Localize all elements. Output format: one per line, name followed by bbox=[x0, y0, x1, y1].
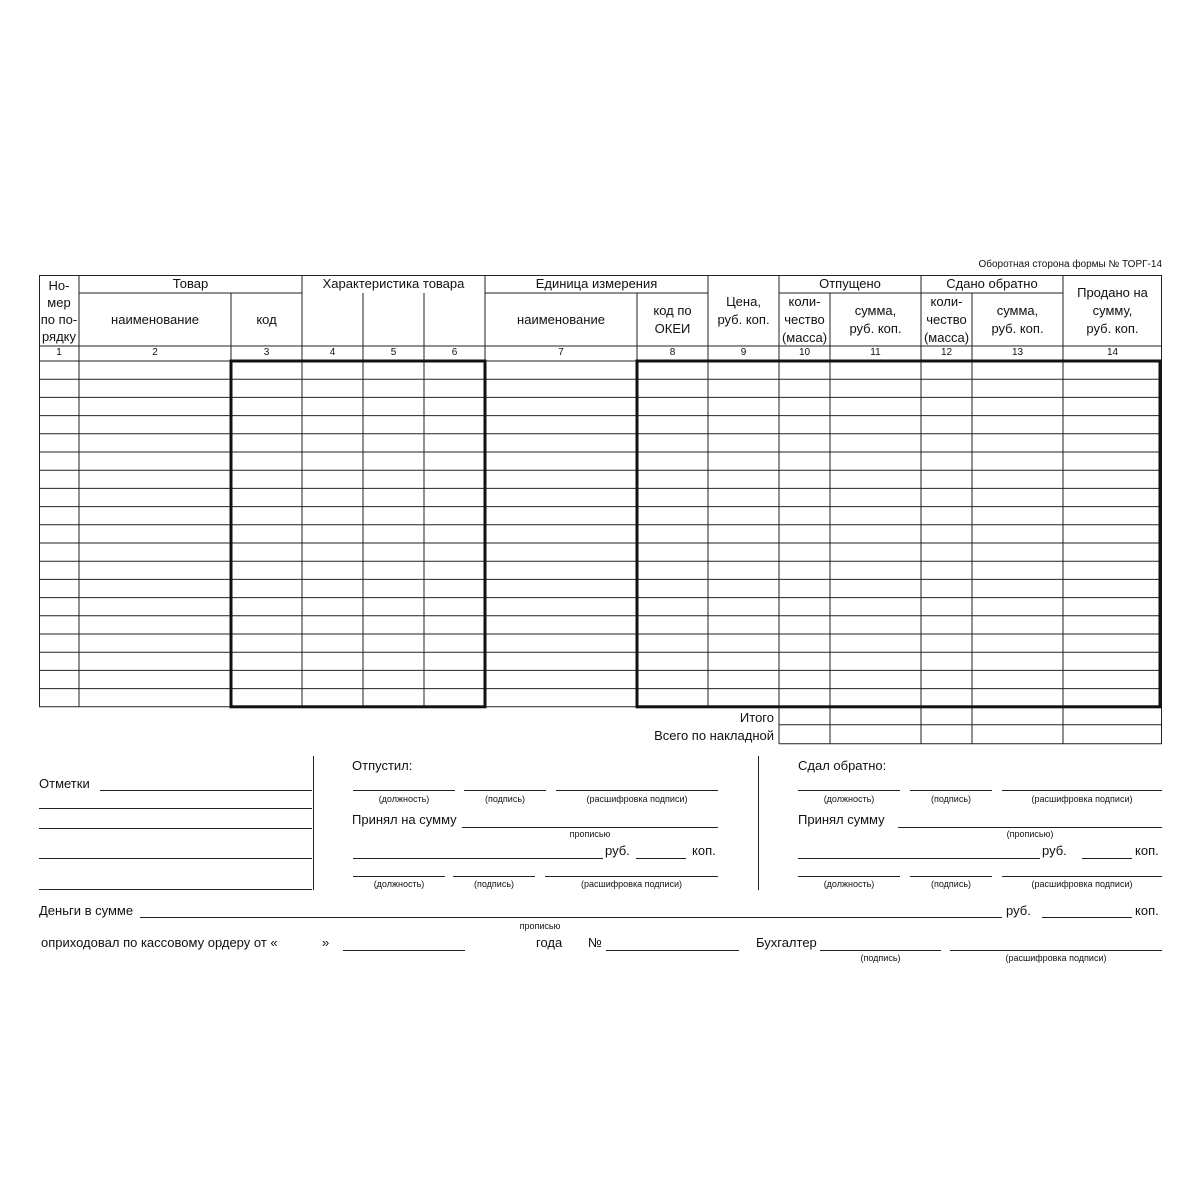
col-header-returned: Сдано обратно bbox=[946, 276, 1038, 291]
thick-border-block bbox=[637, 361, 1160, 707]
col-number: 3 bbox=[263, 347, 270, 358]
position-caption: (должность) bbox=[373, 879, 425, 889]
amount-words-field[interactable] bbox=[798, 858, 1040, 859]
col-number: 13 bbox=[1011, 347, 1024, 358]
in-words-caption: прописью bbox=[569, 829, 611, 839]
year-label: года bbox=[536, 935, 563, 950]
col-number: 9 bbox=[740, 347, 747, 358]
col-number: 4 bbox=[329, 347, 336, 358]
divider-line bbox=[758, 756, 759, 890]
thick-border-block bbox=[231, 361, 485, 707]
accepted-sum-field[interactable] bbox=[462, 827, 718, 828]
col-number: 2 bbox=[152, 347, 158, 358]
signature-caption: (подпись) bbox=[930, 794, 972, 804]
position-caption: (должность) bbox=[823, 794, 875, 804]
position-field[interactable] bbox=[798, 876, 900, 877]
col-number: 1 bbox=[56, 347, 62, 358]
quote-close: » bbox=[322, 935, 330, 950]
notes-line[interactable] bbox=[100, 790, 312, 791]
col-number: 6 bbox=[451, 347, 458, 358]
kop-label: коп. bbox=[692, 843, 716, 858]
money-words-field[interactable] bbox=[140, 917, 1002, 918]
col-header-goods-name: наименование bbox=[111, 311, 199, 327]
returned-by-label: Сдал обратно: bbox=[798, 758, 887, 773]
signature-decoding-caption: (расшифровка подписи) bbox=[1031, 794, 1133, 804]
signature-decoding-caption: (расшифровка подписи) bbox=[1031, 879, 1133, 889]
col-header-returned-qty: коли- чество (масса) bbox=[923, 293, 970, 345]
accountant-signature-field[interactable] bbox=[820, 950, 941, 951]
position-caption: (должность) bbox=[823, 879, 875, 889]
col-number: 5 bbox=[390, 347, 397, 358]
col-header-price: Цена, руб. коп. bbox=[717, 293, 770, 327]
signature-decoding-field[interactable] bbox=[1002, 790, 1162, 791]
notes-label: Отметки bbox=[39, 776, 90, 791]
col-number: 10 bbox=[798, 347, 811, 358]
position-caption: (должность) bbox=[378, 794, 430, 804]
col-header-characteristic: Характеристика товара bbox=[322, 276, 465, 291]
signature-caption: (подпись) bbox=[930, 879, 972, 889]
signature-caption: (подпись) bbox=[473, 879, 515, 889]
in-words-caption: (прописью) bbox=[1006, 829, 1054, 839]
month-field[interactable] bbox=[343, 950, 465, 951]
signature-decoding-field[interactable] bbox=[556, 790, 718, 791]
accepted-sum-label: Принял на сумму bbox=[352, 812, 457, 827]
grand-total-label: Всего по накладной bbox=[654, 728, 774, 743]
col-header-released-sum: сумма, руб. коп. bbox=[849, 302, 902, 336]
col-header-returned-sum: сумма, руб. коп. bbox=[991, 302, 1044, 336]
col-number: 8 bbox=[669, 347, 676, 358]
money-label: Деньги в сумме bbox=[39, 903, 134, 918]
signature-decoding-caption: (расшифровка подписи) bbox=[1005, 953, 1107, 963]
rub-label: руб. bbox=[605, 843, 630, 858]
notes-line[interactable] bbox=[39, 808, 312, 809]
rub-label: руб. bbox=[1006, 903, 1031, 918]
total-label: Итого bbox=[739, 710, 774, 725]
accountant-label: Бухгалтер bbox=[756, 935, 817, 950]
released-by-label: Отпустил: bbox=[352, 758, 413, 773]
divider-line bbox=[313, 756, 314, 890]
signature-decoding-field[interactable] bbox=[1002, 876, 1162, 877]
notes-line[interactable] bbox=[39, 828, 312, 829]
position-field[interactable] bbox=[798, 790, 900, 791]
accepted-sum-right-label: Принял сумму bbox=[798, 812, 885, 827]
number-sign: № bbox=[588, 935, 602, 950]
notes-line[interactable] bbox=[39, 889, 312, 890]
col-header-unit: Единица измерения bbox=[535, 276, 658, 291]
signature-field[interactable] bbox=[910, 790, 992, 791]
rub-label: руб. bbox=[1042, 843, 1067, 858]
cash-order-label: оприходовал по кассовому ордеру от « bbox=[41, 935, 278, 950]
kop-label: коп. bbox=[1135, 903, 1159, 918]
col-number: 11 bbox=[870, 347, 881, 358]
goods-table bbox=[39, 275, 1162, 748]
col-header-num: Но- мер по по- рядку bbox=[40, 277, 78, 344]
col-header-released: Отпущено bbox=[819, 276, 881, 291]
order-number-field[interactable] bbox=[606, 950, 739, 951]
kop-field[interactable] bbox=[1082, 858, 1132, 859]
signature-decoding-caption: (расшифровка подписи) bbox=[586, 794, 688, 804]
accepted-sum-right-field[interactable] bbox=[898, 827, 1162, 828]
kop-field[interactable] bbox=[636, 858, 686, 859]
signature-field[interactable] bbox=[464, 790, 546, 791]
col-header-unit-okei: код по ОКЕИ bbox=[653, 302, 692, 336]
position-field[interactable] bbox=[353, 876, 445, 877]
position-field[interactable] bbox=[353, 790, 455, 791]
amount-words-field[interactable] bbox=[353, 858, 603, 859]
accountant-decoding-field[interactable] bbox=[950, 950, 1162, 951]
col-header-sold: Продано на сумму, руб. коп. bbox=[1077, 284, 1148, 336]
signature-decoding-field[interactable] bbox=[545, 876, 718, 877]
col-header-goods-code: код bbox=[256, 311, 277, 327]
col-header-goods: Товар bbox=[172, 276, 209, 291]
col-header-unit-name: наименование bbox=[517, 311, 605, 327]
signature-caption: (подпись) bbox=[484, 794, 526, 804]
col-number: 12 bbox=[940, 347, 953, 358]
form-caption: Оборотная сторона формы № ТОРГ-14 bbox=[978, 259, 1162, 270]
in-words-caption: прописью bbox=[519, 921, 561, 931]
signature-decoding-caption: (расшифровка подписи) bbox=[581, 879, 682, 889]
kop-label: коп. bbox=[1135, 843, 1159, 858]
col-number: 14 bbox=[1106, 347, 1119, 358]
signature-caption: (подпись) bbox=[860, 953, 901, 963]
signature-field[interactable] bbox=[910, 876, 992, 877]
col-header-released-qty: коли- чество (масса) bbox=[781, 293, 828, 345]
notes-line[interactable] bbox=[39, 858, 312, 859]
col-number: 7 bbox=[558, 347, 564, 358]
kop-field[interactable] bbox=[1042, 917, 1132, 918]
signature-field[interactable] bbox=[453, 876, 535, 877]
